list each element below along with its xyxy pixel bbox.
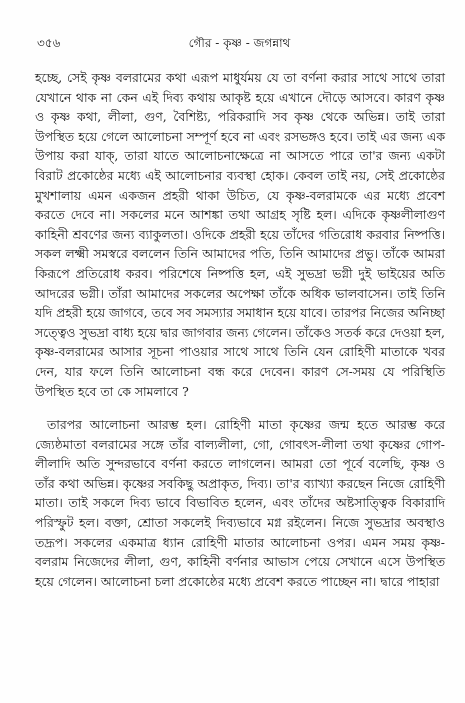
page-number: ৩৫৬ bbox=[37, 36, 61, 50]
page-header bbox=[37, 34, 442, 56]
paragraph: হচ্ছে, সেই কৃষ্ণ বলরামের কথা এরূপ মাধুর্যময় যে তা বর্ণনা করার সাথে সাথে তারা যেখানে থাক না কেন এই দিব্য কথায় আকৃষ্ট হয়ে এখানে দৌড়ে আসবে। কারণ কৃষ্ণ ও কৃষ্ণ কথা, লীলা, গুণ, বৈশিষ্ট্য, পরিকরাদি সব কৃষ্ণ থেকে অভিন্ন। তাই তারা উপস্থিত হয়ে গেলে আলোচনা সম্পূর্ণ হবে না এবং রসভঙ্গও হবে। তাই এর জন্য এক উপায় করা যাক্, তারা যাতে আলোচনাক্ষেত্রে না আসতে পারে তা'র জন্য একটা বিরাট প্রকোষ্ঠের মধ্যে এই আলোচনার ব্যবস্থা হোক। কেবল তাই নয়, সেই প্রকোষ্ঠের মুখশালায় এমন একজন প্রহরী থাকা উচিত, যে কৃষ্ণ-বলরামকে এর মধ্যে প্রবেশ করতে দেবে না। সকলের মনে আশঙ্কা তথা আগ্রহ সৃষ্টি হল। এদিকে কৃষ্ণলীলাগুণ কাহিনী শ্রবণের জন্য ব্যাকুলতা। ওদিকে প্রহরী হয়ে তাঁদের গতিরোধ করবার নিষ্পত্তি। সকল লক্ষ্মী সমস্বরে বললেন তিনি আমাদের পতি, তিনি আমাদের প্রভু। তাঁকে আমরা কিরূপে প্রতিরোধ করব। পরিশেষে নিষ্পত্তি হল, এই সুভদ্রা ভগ্নী দুই ভাইয়ের অতি আদরের ভগ্নী। তাঁরা আমাদের সকলের অপেক্ষা তাঁকে অধিক ভালবাসেন। তাই তিনি যদি প্রহরী হয়ে জাগবে, তবে সব সমস্যার সমাধান হয়ে যাবে। তারপর নিজের অনিচ্ছা সত্ত্বেও সুভদ্রা বাধ্য হয়ে দ্বার জাগবার জন্য গেলেন। তাঁকেও সতর্ক করে দেওয়া হল, কৃষ্ণ-বলরামের আসার সূচনা পাওয়ার সাথে সাথে তিনি যেন রোহিণী মাতাকে খবর দেন, যার ফলে তিনি আলোচনা বন্ধ করে দেবেন। কারণ সে-সময় যে পরিস্থিতি উপস্থিত হবে তা কে সামলাবে ? bbox=[35, 70, 445, 399]
paragraph: তারপর আলোচনা আরম্ভ হল। রোহিণী মাতা কৃষ্ণের জন্ম হতে আরম্ভ করে জ্যেষ্ঠমাতা বলরামের সঙ্গে তাঁর বাল্যলীলা, গো, গোবৎস-লীলা তথা কৃষ্ণের গোপ-লীলাদি অতি সুন্দরভাবে বর্ণনা করতে লাগলেন। আমরা তো পূর্বে বলেছি, কৃষ্ণ ও তাঁর কথা অভিন্ন। কৃষ্ণের সবকিছু অপ্রাকৃত, দিব্য। তা'র ব্যাখ্যা করছেন নিজে রোহিণী মাতা। তাই সকলে দিব্য ভাবে বিভাবিত হলেন, এবং তাঁদের অষ্টসাত্ত্বিক বিকারাদি পরিস্ফুট হল। বক্তা, শ্রোতা সকলেই দিব্যভাবে মগ্ন রইলেন। নিজে সুভদ্রার অবস্থাও তদ্রূপ। সকলের একমাত্র ধ্যান রোহিণী মাতার আলোচনা ওপর। এমন সময় কৃষ্ণ-বলরাম নিজেদের লীলা, গুণ, কাহিনী বর্ণনার আভাস পেয়ে সেখানে এসে উপস্থিত হয়ে গেলেন। আলোচনা চলা প্রকোষ্ঠের মধ্যে প্রবেশ করতে পাচ্ছেন না। দ্বারে পাহারা bbox=[35, 417, 445, 589]
running-title: গৌর - কৃষ্ণ - জগন্নাথ bbox=[188, 36, 291, 50]
body-text bbox=[35, 68, 445, 591]
